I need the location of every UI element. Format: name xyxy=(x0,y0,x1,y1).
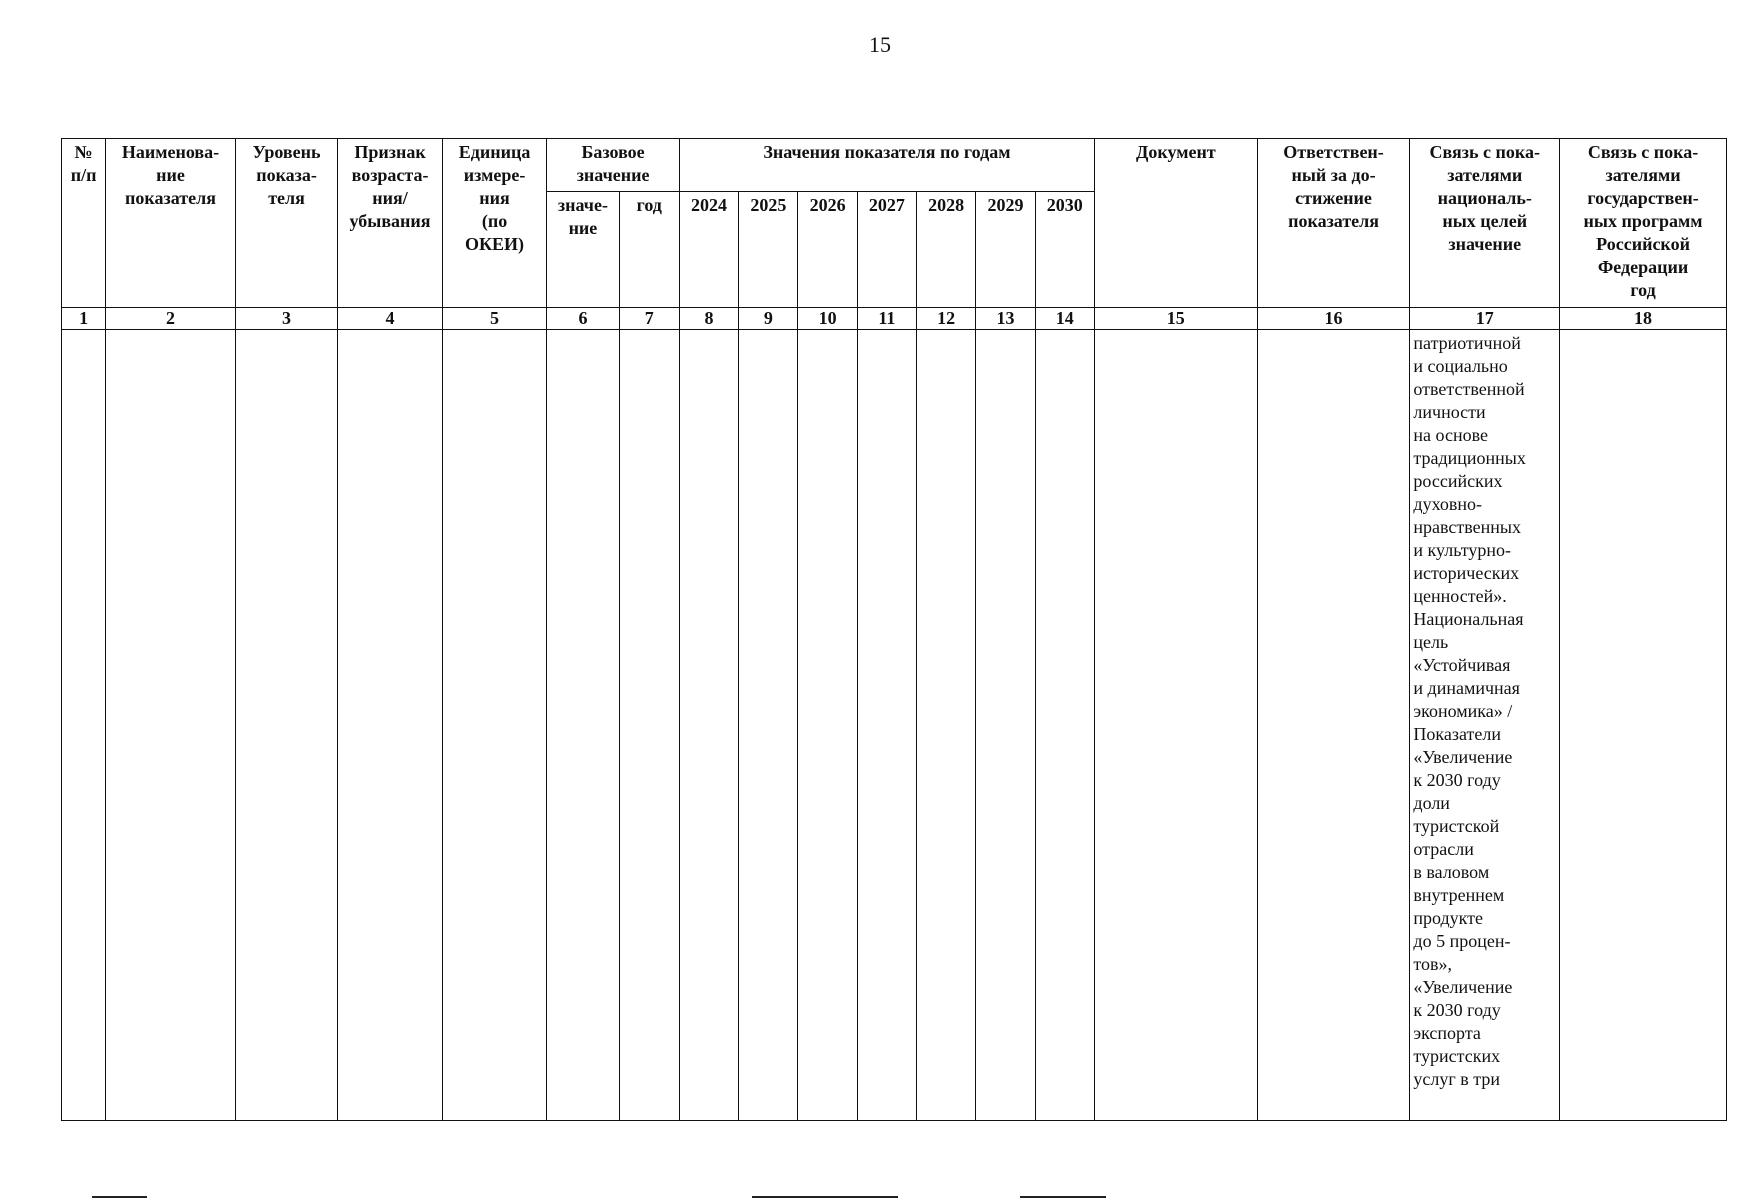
column-number: 18 xyxy=(1560,308,1727,330)
column-number: 10 xyxy=(798,308,857,330)
national-goals-text: патриотичной и социально ответственной личности на основе традиционных российских духовно- нравственных и культурно- исторических ценностей». Национальная цель «Устойчивая и динамичная экономика» / Показатели «Увеличение к 2030 году доли туристской отрасли в валовом внутреннем продукте до 5 процен- тов», «Увеличение к 2030 году экспорта туристских услуг в три xyxy=(1413,333,1526,1089)
column-number: 6 xyxy=(547,308,619,330)
cell-base-value xyxy=(547,330,619,1121)
column-number: 2 xyxy=(106,308,236,330)
header-year-2028: 2028 xyxy=(917,192,976,308)
header-no: № п/п xyxy=(62,139,106,308)
header-year-2024: 2024 xyxy=(679,192,738,308)
column-number: 7 xyxy=(619,308,679,330)
header-level: Уровень показа- теля xyxy=(235,139,337,308)
header-base-value: значе- ние xyxy=(547,192,619,308)
cell-2029 xyxy=(976,330,1035,1121)
cell-unit xyxy=(442,330,546,1121)
header-document: Документ xyxy=(1094,139,1257,308)
header-unit: Единица измере- ния (по ОКЕИ) xyxy=(442,139,546,308)
column-number: 8 xyxy=(679,308,738,330)
cell-level xyxy=(235,330,337,1121)
cell-base-year xyxy=(619,330,679,1121)
cell-2028 xyxy=(917,330,976,1121)
cell-responsible xyxy=(1257,330,1410,1121)
cell-state-programs-link xyxy=(1560,330,1727,1121)
footer-rule-center xyxy=(752,1196,898,1198)
header-base-value-group: Базовое значение xyxy=(547,139,680,192)
column-number: 1 xyxy=(62,308,106,330)
cell-2027 xyxy=(857,330,916,1121)
cell-document xyxy=(1094,330,1257,1121)
indicators-table xyxy=(61,138,1727,1121)
column-number: 4 xyxy=(338,308,442,330)
column-number: 16 xyxy=(1257,308,1410,330)
header-state-programs-link: Связь с пока- зателями государствен- ных программ Российской Федерации год xyxy=(1560,139,1727,308)
cell-national-goals-link xyxy=(1410,330,1560,1121)
cell-name xyxy=(106,330,236,1121)
header-year-2025: 2025 xyxy=(739,192,798,308)
column-number-row xyxy=(62,308,1727,330)
cell-trend xyxy=(338,330,442,1121)
header-trend: Признак возраста- ния/ убывания xyxy=(338,139,442,308)
column-number: 15 xyxy=(1094,308,1257,330)
header-base-year: год xyxy=(619,192,679,308)
column-number: 14 xyxy=(1035,308,1094,330)
column-number: 5 xyxy=(442,308,546,330)
cell-2024 xyxy=(679,330,738,1121)
cell-2030 xyxy=(1035,330,1094,1121)
header-year-2030: 2030 xyxy=(1035,192,1094,308)
cell-2026 xyxy=(798,330,857,1121)
footer-rule-left xyxy=(92,1196,147,1198)
column-number: 13 xyxy=(976,308,1035,330)
header-years-group: Значения показателя по годам xyxy=(679,139,1094,192)
header-row-1 xyxy=(62,139,1727,192)
cell-no xyxy=(62,330,106,1121)
column-number: 9 xyxy=(739,308,798,330)
footer-rule-right xyxy=(1020,1196,1106,1198)
page-number: 15 xyxy=(869,32,891,57)
column-number: 17 xyxy=(1410,308,1560,330)
column-number: 12 xyxy=(917,308,976,330)
header-year-2029: 2029 xyxy=(976,192,1035,308)
header-national-goals-link: Связь с пока- зателями националь- ных целей значение xyxy=(1410,139,1560,308)
header-year-2027: 2027 xyxy=(857,192,916,308)
cell-2025 xyxy=(739,330,798,1121)
header-responsible: Ответствен- ный за до- стижение показателя xyxy=(1257,139,1410,308)
column-number: 11 xyxy=(857,308,916,330)
header-name: Наименова- ние показателя xyxy=(106,139,236,308)
header-year-2026: 2026 xyxy=(798,192,857,308)
column-number: 3 xyxy=(235,308,337,330)
table-row xyxy=(62,330,1727,1121)
